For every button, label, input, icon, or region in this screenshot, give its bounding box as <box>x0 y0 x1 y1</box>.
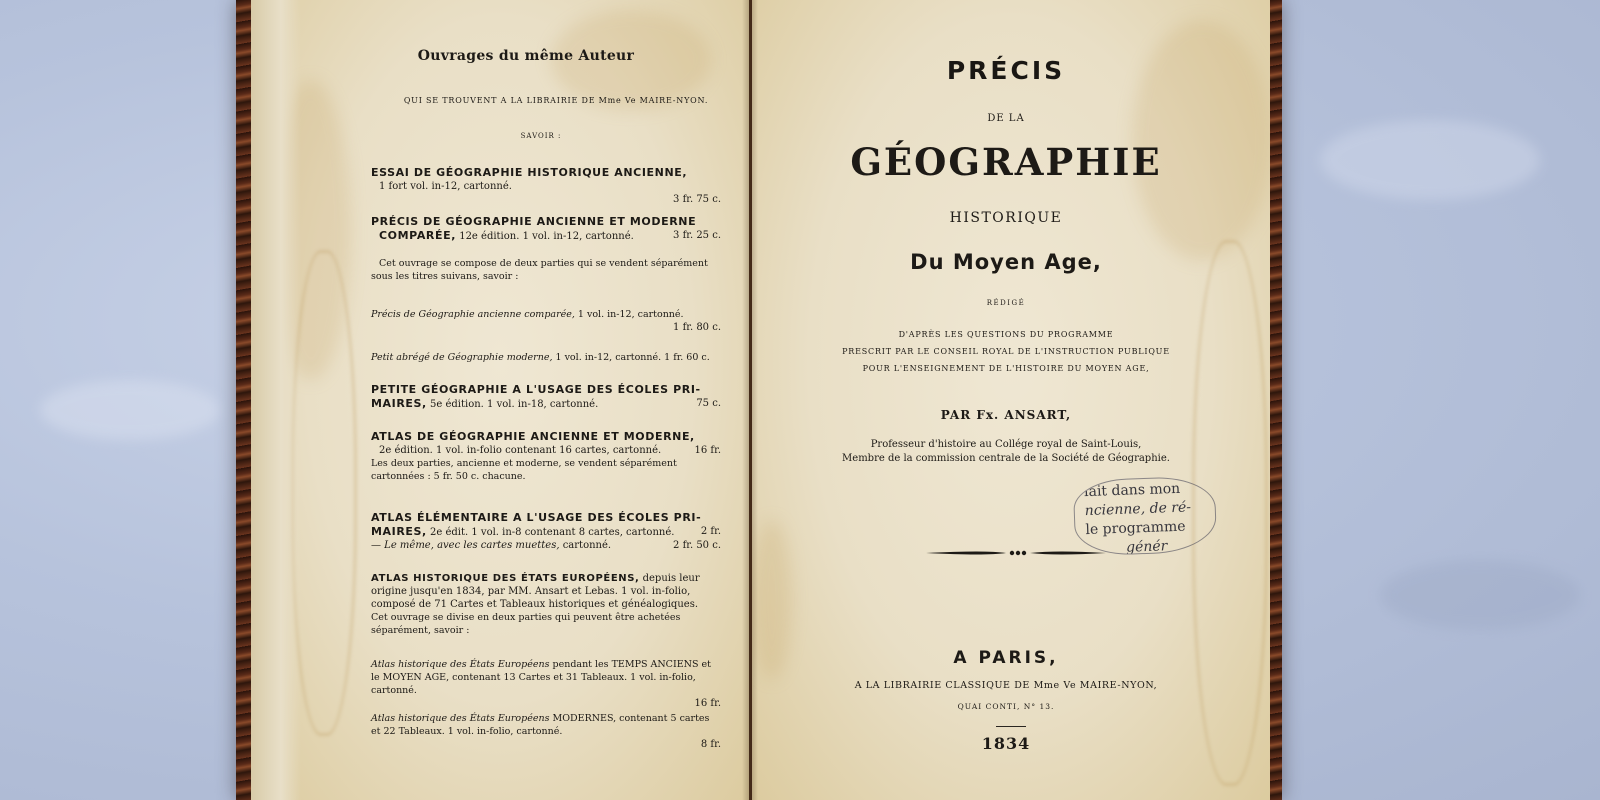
imprint-publisher: A LA LIBRAIRIE CLASSIQUE DE Mme Ve MAIRE-NYON, <box>854 680 1158 691</box>
entry-detail: 2e édition. 1 vol. in-folio contenant 16 cartes, cartonné. <box>379 445 662 456</box>
marbled-edge-left <box>236 0 252 800</box>
title-de-la: DE LA <box>987 113 1025 124</box>
entry-price: 1 fr. 80 c. <box>673 322 721 333</box>
title-historique: HISTORIQUE <box>949 210 1063 226</box>
stamp-line: lait dans mon <box>1083 480 1181 501</box>
entry-detail: 5e édition. 1 vol. in-18, cartonné. <box>430 399 599 410</box>
entry-price: 2 fr. <box>700 526 721 537</box>
imprint-year: 1834 <box>981 734 1031 753</box>
entry-detail: cartonné. <box>562 540 612 551</box>
book-entry <box>371 166 721 206</box>
book-entry <box>371 572 721 637</box>
entry-note: Cet ouvrage se divise en deux parties qui peuvent être achetées séparément, savoir : <box>371 612 681 636</box>
entry-title-cont: MAIRES, <box>371 525 427 538</box>
stamp-line: ncienne, de ré- <box>1084 499 1192 520</box>
note-text: Cet ouvrage se compose de deux parties qui se vendent séparément sous les titres suivans, savoir : <box>371 258 708 282</box>
entry-price: 3 fr. 25 c. <box>673 230 721 241</box>
imprint-rule <box>996 726 1026 727</box>
cloth-fold <box>1320 120 1540 200</box>
entry-detail: 2e édit. 1 vol. in-8 contenant 8 cartes, cartonné. <box>430 527 675 538</box>
entry-detail: MODERNES, contenant 5 cartes et 22 Tableaux. 1 vol. in-folio, cartonné. <box>371 713 710 737</box>
book-gutter <box>742 0 758 800</box>
book-entry <box>371 712 721 751</box>
credential-line: Professeur d'histoire au Collége royal de Saint-Louis, <box>870 439 1142 450</box>
entry-detail: 1 vol. in-12, cartonné. 1 fr. 60 c. <box>555 352 710 363</box>
entry-price: 75 c. <box>696 398 721 409</box>
imprint-city: A PARIS, <box>953 648 1059 668</box>
cloth-fold <box>1380 560 1580 630</box>
entry-title: ESSAI DE GÉOGRAPHIE HISTORIQUE ANCIENNE, <box>371 166 688 179</box>
entry-title: ATLAS HISTORIQUE DES ÉTATS EUROPÉENS, <box>371 573 640 584</box>
entry-italic-title: Petit abrégé de Géographie moderne, <box>371 352 553 363</box>
entry-italic-title: Atlas historique des États Européens <box>371 659 550 670</box>
entry-italic-title: Atlas historique des États Européens <box>371 713 550 724</box>
cloth-fold <box>40 380 220 440</box>
imprint-address: QUAI CONTI, N° 13. <box>957 702 1055 711</box>
title-precis: PRÉCIS <box>946 56 1066 85</box>
entry-price: 8 fr. <box>700 739 721 750</box>
book-entry <box>371 383 721 411</box>
entry-price: 2 fr. 50 c. <box>673 540 721 551</box>
entry-title-cont: COMPARÉE, <box>379 229 457 242</box>
entry-title: PRÉCIS DE GÉOGRAPHIE ANCIENNE ET MODERNE <box>371 215 697 228</box>
entry-detail: 12e édition. 1 vol. in-12, cartonné. <box>459 231 634 242</box>
entry-italic-line: — Le même, avec les cartes muettes, <box>371 540 560 551</box>
entry-detail: 1 vol. in-12, cartonné. <box>577 309 684 320</box>
subtitle-line: D'APRÈS LES QUESTIONS DU PROGRAMME <box>898 330 1114 339</box>
title-geographie: GÉOGRAPHIE <box>850 140 1162 184</box>
entry-price: 16 fr. <box>694 698 721 709</box>
right-page <box>752 0 1270 800</box>
entry-detail: depuis leur origine jusqu'en 1834, par MM. Ansart et Lebas. 1 vol. in-folio, composé de 71 Cartes et Tableaux historiques et généalogiques. <box>371 573 700 610</box>
entry-title: ATLAS ÉLÉMENTAIRE A L'USAGE DES ÉCOLES PRI- <box>371 511 702 524</box>
left-page <box>251 0 749 800</box>
stamp-line: le programme <box>1085 518 1186 539</box>
entry-note <box>371 257 721 283</box>
entry-note: Les deux parties, ancienne et moderne, se vendent séparément cartonnées : 5 fr. 50 c. chacune. <box>371 458 677 482</box>
savoir-label: SAVOIR : <box>520 132 562 140</box>
entry-title: ATLAS DE GÉOGRAPHIE ANCIENNE ET MODERNE, <box>371 430 695 443</box>
subtitle-line: POUR L'ENSEIGNEMENT DE L'HISTOIRE DU MOYEN AGE, <box>862 364 1150 373</box>
entry-price: 3 fr. 75 c. <box>673 194 721 205</box>
ornament-rule <box>926 548 1106 558</box>
entry-title: PETITE GÉOGRAPHIE A L'USAGE DES ÉCOLES PRI- <box>371 383 701 396</box>
entry-detail: 1 fort vol. in-12, cartonné. <box>379 181 512 192</box>
book-entry <box>371 308 721 334</box>
library-stamp <box>1073 476 1218 557</box>
title-moyen-age: Du Moyen Age, <box>910 250 1102 274</box>
entry-price: 16 fr. <box>694 445 721 456</box>
title-page-block <box>776 0 1236 800</box>
subtitle-line: PRESCRIT PAR LE CONSEIL ROYAL DE L'INSTRUCTION PUBLIQUE <box>842 347 1170 356</box>
subtitle-lines <box>776 326 1236 377</box>
book-entry <box>371 215 721 243</box>
entry-title-cont: MAIRES, <box>371 397 427 410</box>
stamp-line: génér <box>1125 538 1168 556</box>
book-entry <box>371 511 721 552</box>
redige-label: RÉDIGÉ <box>986 299 1026 307</box>
book-entry <box>371 658 721 710</box>
author-credentials <box>776 438 1236 466</box>
entry-italic-title: Précis de Géographie ancienne comparée, <box>371 309 575 320</box>
page-edge <box>251 0 301 800</box>
credential-line: Membre de la commission centrale de la Société de Géographie. <box>842 453 1170 464</box>
book-entry <box>371 351 721 364</box>
left-page-heading: Ouvrages du même Auteur <box>417 48 635 64</box>
left-page-subheading: QUI SE TROUVENT A LA LIBRAIRIE DE Mme Ve MAIRE-NYON. <box>403 96 709 105</box>
author-name: PAR Fx. ANSART, <box>940 408 1072 422</box>
entry-detail: pendant les TEMPS ANCIENS et le MOYEN AGE, contenant 13 Cartes et 31 Tableaux. 1 vol. in-folio, cartonné. <box>371 659 711 696</box>
book-entry <box>371 430 721 483</box>
